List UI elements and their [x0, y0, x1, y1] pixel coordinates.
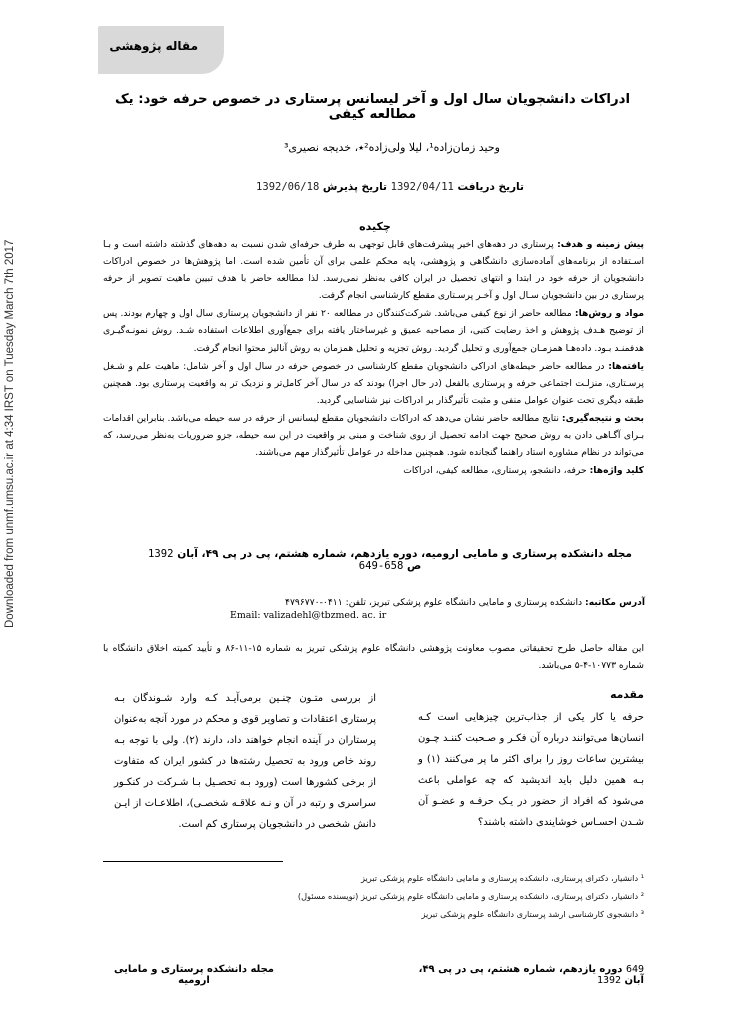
- funding-note: این مقاله حاصل طرح تحقیقاتی مصوب معاونت پژوهشی دانشگاه علوم پزشکی تبریز به شماره ۱۵-۱۱-۸۶ و تأیید کمیته اخلاق دانشگاه با شماره ۱۰۷۷۳-۴-۵ می‌باشد.: [103, 643, 644, 671]
- accepted-label: تاریخ پذیرش: [322, 181, 387, 193]
- correspondence-email: Email: valizadehl@tbzmed. ac. ir: [230, 610, 387, 621]
- journal-pages-label: ص: [407, 560, 422, 572]
- conclusion-text: نتایج مطالعه حاضر نشان می‌دهد که ادراکات دانشجویان مقطع لیسانس از حرفه در سه حیطه می‌باشد. بنابراین اقدامات بـرای آگـاهی دادن به روش صحیح جهت ادامه تحصیل از روی شناخت و مبنی بر واقعیت در این سه حیطه، جزو ضروریات به‌نظر می‌رسد، که می‌تواند در نظام مشاوره استاد راهنما گنجانده شود. همچنین مداخله در عوامل تأثیرگذار مهم می‌باشند.: [103, 412, 644, 459]
- journal-year: 1392: [148, 548, 174, 560]
- abstract-findings: [103, 358, 644, 409]
- keywords-text: حرفه، دانشجو، پرستاری، مطالعه کیفی، ادراکات: [403, 465, 587, 477]
- footer-issue-text: دوره یازدهم، شماره هشتم، پی در پی ۴۹، آبان: [418, 964, 644, 986]
- introduction-heading: مقدمه: [610, 688, 644, 701]
- article-type-tab: [98, 26, 224, 74]
- introduction-left-column: از بررسی متـون چنـین برمی‌آیـد کـه وارد شـوندگان بـه پرستاری اعتقادات و تصاویر قوی و محکم در مورد آنچه به‌عنوان پرستاران در آینده انجام خواهند داد، دارند (۲). ولی با توجه بـه روند خاص ورود به تحصیل رشته‌ها در کشور ایران که متفاوت از برخی کشورها است (ورود بـه تحصـیل بـا شـرکت در کنکـور سراسری و رتبه در آن و نـه علاقـه شخصـی)، اطلاعـات از ایـن دانش شخصی در دانشجویان پرستاری کم است.: [114, 693, 377, 830]
- findings-label: یافته‌ها:: [608, 360, 644, 372]
- footnote-divider: [103, 861, 283, 862]
- findings-text: در مطالعه حاضر حیطه‌های ادراکی دانشجویان مقطع کارشناسی در خصوص حرفه در سال اول و آخر شامل: ماهیت علم و شـغل پرسـتاری، منزلـت اجتماعی حرفه و پرستاری بالفعل (در حال اجرا) بودند که در سال آخر کامل‌تر و نزدیک تر به واقعیت پرستاری بود. همچنین طبقه دیگری تحت عنوان عوامل منفی و مثبت تأثیرگذار بر ادراکات نیز شناسایی گردید.: [103, 360, 644, 406]
- journal-citation-text: مجله دانشکده پرستاری و مامایی ارومیه، دوره یازدهم، شماره هشتم، پی در پی ۴۹، آبان: [177, 548, 632, 560]
- article-title: ادراکات دانشجویان سال اول و آخر لیسانس پرستاری در خصوص حرفه خود: یک مطالعه کیفی: [114, 92, 631, 122]
- abstract-keywords: [103, 462, 644, 479]
- footnotes: [250, 869, 644, 923]
- background-text: پرستاری در دهه‌های اخیر پیشرفت‌های قابل توجهی به طرف حرفه‌ای شدن نسبت به دهه‌های گذشته داشته است و بـا اسـتفاده از برنامه‌های آماده‌سازی دانشگاهی و پژوهشی، پایه محکم علمی برای آن تأمین شده است. اما پژوهش‌ها در خصوص ادراکات دانشجویان از حرفه خود در ابتدا و انتهای تحصیل در ایران کافی به‌نظر نمی‌رسد. لذا مطالعه حاضر با هدف تبیین ماهیت تصویر از حرفه پرستاری در بین دانشجویان سـال اول و آخـر پرسـتاری مقطع کارشناسی انجام گرفت.: [103, 239, 644, 302]
- introduction-right-column: حرفه یا کار یکی از جذاب‌ترین چیزهایی است کـه انسان‌ها می‌توانند درباره آن فکـر و صـحبت کننـد چـون بیشترین ساعات روز را برای اکثر ما پر می‌کنند (۱) و بـه همین دلیل باید اندیشید که چه عواملی باعث می‌شود که افراد از حضور در یـک حرفـه و عضـو آن شـدن احسـاس خوشایندی داشته باشند؟: [418, 712, 644, 828]
- abstract-heading: چکیده: [359, 220, 391, 233]
- abstract-conclusion: [103, 410, 644, 461]
- address-label: آدرس مکاتبه:: [585, 597, 645, 608]
- conclusion-label: بحث و نتیجه‌گیری:: [561, 412, 645, 424]
- download-watermark-text: Downloaded from unmf.umsu.ac.ir at 4:34 IRST on Tuesday March 7th 2017: [4, 239, 16, 628]
- abstract: [103, 236, 644, 480]
- footer-journal-name: مجله دانشکده پرستاری و مامایی ارومیه: [113, 964, 274, 986]
- correspondence-address: [230, 595, 645, 611]
- keywords-label: کلید واژه‌ها:: [589, 465, 644, 477]
- dates-line: [200, 181, 580, 193]
- author-list: وحید زمان‌زاده¹، لیلا ولی‌زاده²٭، خدیجه نصیری³: [283, 141, 500, 154]
- footer-issue-year: 1392: [596, 975, 622, 986]
- accepted-date: 1392/06/18: [256, 181, 320, 193]
- footer-issue: [410, 964, 644, 986]
- footnote-item: ² دانشیار، دکترای پرستاری، دانشکده پرستاری و مامایی دانشگاه علوم پزشکی تبریز (نویسنده مسئول): [297, 891, 644, 901]
- background-label: پیش زمینه و هدف:: [557, 239, 645, 250]
- methods-label: مواد و روش‌ها:: [574, 308, 645, 320]
- address-text: دانشکده پرستاری و مامایی دانشگاه علوم پزشکی تبریز، تلفن: ۰۴۱۱-۴۷۹۶۷۷۰: [285, 597, 583, 608]
- abstract-methods: [103, 305, 644, 356]
- journal-citation: [140, 548, 640, 572]
- received-date: 1392/04/11: [390, 181, 454, 193]
- received-label: تاریخ دریافت: [457, 181, 524, 193]
- journal-pages: 649-658: [358, 560, 404, 572]
- footnote-item: ³ دانشجوی کارشناسی ارشد پرستاری دانشگاه علوم پزشکی تبریز: [421, 909, 644, 919]
- footer-page-number: 649: [625, 964, 644, 975]
- footnote-item: ¹ دانشیار، دکترای پرستاری، دانشکده پرستاری و مامایی دانشگاه علوم پزشکی تبریز: [360, 873, 644, 883]
- article-type-label: مقاله پژوهشی: [109, 39, 198, 53]
- methods-text: مطالعه حاضر از نوع کیفی می‌باشد. شرکت‌کنندگان در مطالعه ۲۰ نفر از دانشجویان پرستاری سال اول و چهارم بودند. پس از توضیح هـدف پژوهش و اخذ رضایت کتبی، از مصاحبه عمیق و غیرساختار یافته برای جمع‌آوری اطلاعات استفاده شـد. روش نمونـه‌گیـری هدفمنـد بـود. داده‌هـا همزمـان جمع‌آوری و تحلیل گردید. روش تجزیه و تحلیل همزمان به روش آنالیز محتوا انجام گرفت.: [103, 308, 644, 354]
- abstract-background: [103, 236, 644, 304]
